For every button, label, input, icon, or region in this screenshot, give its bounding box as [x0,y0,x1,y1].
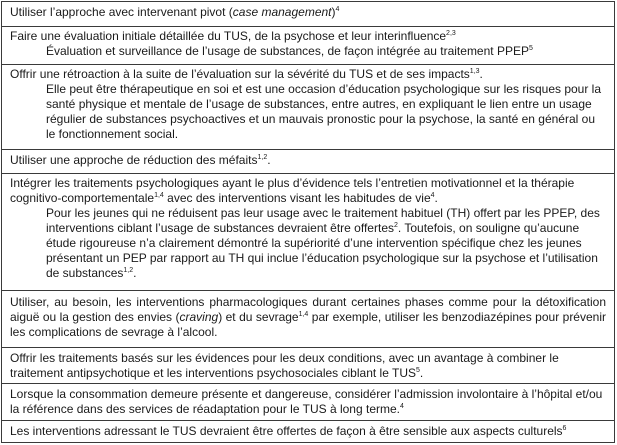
italic-term: case management [232,5,332,19]
recommendations-table [1,1,615,443]
row-text [10,153,606,168]
row-subtext [10,82,606,142]
row-text [10,387,606,417]
reference-superscript: 5 [528,45,533,52]
reference-superscript: 2 [394,222,398,229]
reference-superscript: 4 [335,6,340,13]
table-row [2,383,614,420]
row-text [10,176,606,206]
text-segment: ) et du sevrage [218,310,299,324]
row-subtext [10,44,606,59]
text-segment: . [267,153,271,167]
text-segment: Utiliser, au besoin, les interventions pharmacologiques durant certaines phases comme pour la détoxification aiguë ou la gestion des envies ( [10,295,606,324]
text-segment: par exemple, utiliser les benzodiazépines pour prévenir les complications de sevrage à l’alcool. [10,310,606,339]
row-subtext [10,206,606,281]
row-text [10,351,606,381]
row-text [10,295,606,340]
reference-superscript: 1,3 [469,68,480,75]
reference-superscript: 4 [400,403,404,410]
text-segment: Lorsque la consommation demeure présente et dangereuse, considérer l’admission involontaire à l’hôpital et/ou la référence dans des services de réadaptation pour le TUS à long terme. [10,387,603,416]
text-segment: Intégrer les traitements psychologiques ayant le plus d’évidence tels l’entretien motivationnel et la thérapie cognitivo-comportementale [10,176,575,205]
text-segment: ) [331,5,336,19]
reference-superscript: 5 [416,367,420,374]
text-segment: . [419,366,424,380]
text-segment: Évaluation et surveillance de l’usage de substances, de façon intégrée au traitement PPEP [46,44,529,58]
row-text [10,67,606,82]
italic-term: craving [179,310,219,324]
row-text [10,424,606,439]
table-row [2,420,614,442]
text-segment: Offrir une rétroaction à la suite de l’évaluation sur la sévérité du TUS et de ses impacts [10,67,470,81]
text-segment: Faire une évaluation initiale détaillée du TUS, de la psychose et leur interinfluence [10,29,447,43]
row-text [10,5,606,20]
reference-superscript: 2,3 [446,30,456,37]
table-row [2,2,614,26]
row-text [10,29,606,44]
reference-superscript: 1,4 [298,311,309,318]
table-row [2,64,614,149]
reference-superscript: 1,4 [154,192,164,199]
table-row [2,290,614,347]
text-segment: . [434,191,438,205]
text-segment: Utiliser une approche de réduction des méfaits [10,153,258,167]
reference-superscript: 4 [430,192,435,199]
reference-superscript: 1,2 [257,154,268,161]
text-segment: Utiliser l’approche avec intervenant pivot ( [10,5,233,19]
table-row [2,26,614,64]
table-row [2,149,614,173]
text-segment: avec des interventions visant les habitudes de vie [163,191,431,205]
text-segment: . [133,266,137,280]
reference-superscript: 6 [562,425,567,432]
text-segment: . [479,67,483,81]
text-segment: Offrir les traitements basés sur les évidences pour les deux conditions, avec un avantage à combiner le traitement antipsychotique et les interventions psychosociales ciblant le TUS [10,351,559,380]
reference-superscript: 1,2 [123,267,134,274]
table-row [2,347,614,383]
text-segment: Les interventions adressant le TUS devraient être offertes de façon à être sensible aux aspects culturels [10,424,563,438]
text-segment: Pour les jeunes qui ne réduisent pas leur usage avec le traitement habituel (TH) offert par les PPEP, des interventions ciblant l’usage de substances devraient être offertes [46,206,600,235]
text-segment: . Toutefois, on souligne qu’aucune étude rigoureuse n’a clairement démontré la supériorité d’une intervention spécifique chez les jeunes présentant un PEP par rapport au TH qui inclue l’éducation psychologique sur la psychose et l’utilisation de substances [46,221,598,280]
table-row [2,173,614,290]
text-segment: Elle peut être thérapeutique en soi et est une occasion d’éducation psychologique sur les risques pour la santé physique et mentale de l’usage de substances, entre autres, en expliquant le lien entre un usage régulier de substances psychoactives et un mauvais pronostic pour la psychose, la santé en général ou le fonctionnement social. [46,82,602,141]
